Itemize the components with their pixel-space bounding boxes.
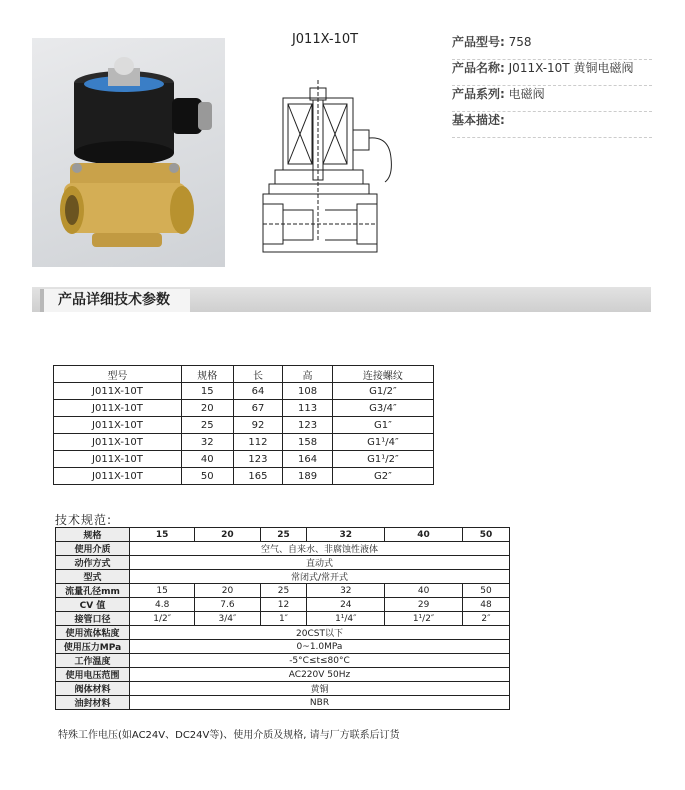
table-cell: 2″ bbox=[462, 612, 509, 626]
table-cell: 0~1.0MPa bbox=[130, 640, 510, 654]
table-cell: 189 bbox=[283, 468, 333, 485]
table-cell: 40 bbox=[385, 584, 463, 598]
table-row bbox=[54, 434, 434, 451]
dimension-table bbox=[53, 365, 434, 485]
row-label: 型式 bbox=[56, 570, 130, 584]
table-cell: J011X-10T bbox=[54, 417, 182, 434]
table-cell: 1¹/4″ bbox=[307, 612, 385, 626]
table-row bbox=[54, 383, 434, 400]
table-header-row bbox=[56, 528, 510, 542]
table-cell: 空气、自来水、非腐蚀性液体 bbox=[130, 542, 510, 556]
info-value: 758 bbox=[508, 35, 532, 49]
table-cell: 20 bbox=[181, 400, 233, 417]
section-title: 产品详细技术参数 bbox=[40, 289, 190, 312]
info-row-description bbox=[452, 111, 652, 138]
table-cell: NBR bbox=[130, 696, 510, 710]
table-cell: 常闭式/常开式 bbox=[130, 570, 510, 584]
table-row bbox=[56, 584, 510, 598]
row-label: 使用电压范围 bbox=[56, 668, 130, 682]
table-cell: 108 bbox=[283, 383, 333, 400]
table-cell: 25 bbox=[181, 417, 233, 434]
table-row bbox=[56, 598, 510, 612]
table-row bbox=[56, 612, 510, 626]
info-row-model bbox=[452, 33, 652, 60]
table-cell: G2″ bbox=[332, 468, 433, 485]
table-cell: 1¹/2″ bbox=[385, 612, 463, 626]
table-cell: G1¹/4″ bbox=[332, 434, 433, 451]
table-cell: 1″ bbox=[260, 612, 307, 626]
info-label: 产品型号: bbox=[452, 35, 505, 49]
row-label: 规格 bbox=[56, 528, 130, 542]
table-cell: J011X-10T bbox=[54, 383, 182, 400]
row-label: 使用压力MPa bbox=[56, 640, 130, 654]
row-label: 油封材料 bbox=[56, 696, 130, 710]
table-cell: 165 bbox=[233, 468, 283, 485]
info-row-series bbox=[452, 85, 652, 112]
table-cell: 24 bbox=[307, 598, 385, 612]
row-label: 使用流体粘度 bbox=[56, 626, 130, 640]
table-cell: 32 bbox=[181, 434, 233, 451]
table-row bbox=[54, 417, 434, 434]
table-cell: 92 bbox=[233, 417, 283, 434]
table-cell: 113 bbox=[283, 400, 333, 417]
table-cell: 3/4″ bbox=[195, 612, 260, 626]
spec-table bbox=[55, 527, 510, 710]
table-row bbox=[56, 640, 510, 654]
table-row bbox=[54, 468, 434, 485]
table-header: 长 bbox=[233, 366, 283, 383]
info-value: 电磁阀 bbox=[508, 87, 545, 101]
table-header: 50 bbox=[462, 528, 509, 542]
table-header: 高 bbox=[283, 366, 333, 383]
table-header: 15 bbox=[130, 528, 195, 542]
table-cell: 7.6 bbox=[195, 598, 260, 612]
table-cell: G1″ bbox=[332, 417, 433, 434]
table-cell: 32 bbox=[307, 584, 385, 598]
table-header: 20 bbox=[195, 528, 260, 542]
table-cell: G1/2″ bbox=[332, 383, 433, 400]
row-label: 接管口径 bbox=[56, 612, 130, 626]
table-cell: AC220V 50Hz bbox=[130, 668, 510, 682]
row-label: CV 值 bbox=[56, 598, 130, 612]
table-row bbox=[56, 542, 510, 556]
info-label: 基本描述: bbox=[452, 113, 505, 127]
table-cell: 123 bbox=[233, 451, 283, 468]
table-row bbox=[56, 570, 510, 584]
table-cell: 4.8 bbox=[130, 598, 195, 612]
table-cell: 12 bbox=[260, 598, 307, 612]
info-label: 产品系列: bbox=[452, 87, 505, 101]
table-cell: 64 bbox=[233, 383, 283, 400]
table-cell: J011X-10T bbox=[54, 434, 182, 451]
table-cell: J011X-10T bbox=[54, 451, 182, 468]
product-title: J011X-10T bbox=[291, 32, 359, 47]
table-cell: J011X-10T bbox=[54, 400, 182, 417]
table-row bbox=[56, 682, 510, 696]
table-row bbox=[54, 451, 434, 468]
table-cell: G1¹/2″ bbox=[332, 451, 433, 468]
footnote: 特殊工作电压(如AC24V、DC24V等)、使用介质及规格, 请与厂方联系后订货 bbox=[58, 730, 400, 741]
table-cell: J011X-10T bbox=[54, 468, 182, 485]
table-cell: 164 bbox=[283, 451, 333, 468]
valve-section-drawing bbox=[255, 60, 415, 260]
table-cell: 直动式 bbox=[130, 556, 510, 570]
table-header: 连接螺纹 bbox=[332, 366, 433, 383]
table-cell: 29 bbox=[385, 598, 463, 612]
table-cell: 50 bbox=[462, 584, 509, 598]
table-row bbox=[56, 654, 510, 668]
table-cell: -5°C≤t≤80°C bbox=[130, 654, 510, 668]
table-header: 25 bbox=[260, 528, 307, 542]
table-row bbox=[56, 668, 510, 682]
table-header: 40 bbox=[385, 528, 463, 542]
info-row-name bbox=[452, 59, 652, 86]
table-cell: 黄铜 bbox=[130, 682, 510, 696]
product-photo bbox=[32, 38, 225, 267]
table-header: 规格 bbox=[181, 366, 233, 383]
info-label: 产品名称: bbox=[452, 61, 505, 75]
table-cell: 50 bbox=[181, 468, 233, 485]
table-cell: 112 bbox=[233, 434, 283, 451]
info-value: J011X-10T 黄铜电磁阀 bbox=[508, 61, 634, 75]
row-label: 使用介质 bbox=[56, 542, 130, 556]
table-cell: 123 bbox=[283, 417, 333, 434]
table-cell: 48 bbox=[462, 598, 509, 612]
table-cell: 1/2″ bbox=[130, 612, 195, 626]
table-header: 型号 bbox=[54, 366, 182, 383]
table-header: 32 bbox=[307, 528, 385, 542]
table-row bbox=[56, 626, 510, 640]
table-row bbox=[56, 556, 510, 570]
table-cell: G3/4″ bbox=[332, 400, 433, 417]
table-header-row bbox=[54, 366, 434, 383]
table-row bbox=[54, 400, 434, 417]
table-cell: 15 bbox=[181, 383, 233, 400]
table-row bbox=[56, 696, 510, 710]
spec-title: 技术规范: bbox=[55, 513, 113, 527]
table-cell: 158 bbox=[283, 434, 333, 451]
table-cell: 20CST以下 bbox=[130, 626, 510, 640]
table-cell: 40 bbox=[181, 451, 233, 468]
table-cell: 20 bbox=[195, 584, 260, 598]
table-cell: 67 bbox=[233, 400, 283, 417]
row-label: 流量孔径mm bbox=[56, 584, 130, 598]
row-label: 阀体材料 bbox=[56, 682, 130, 696]
table-cell: 15 bbox=[130, 584, 195, 598]
table-cell: 25 bbox=[260, 584, 307, 598]
row-label: 动作方式 bbox=[56, 556, 130, 570]
row-label: 工作温度 bbox=[56, 654, 130, 668]
